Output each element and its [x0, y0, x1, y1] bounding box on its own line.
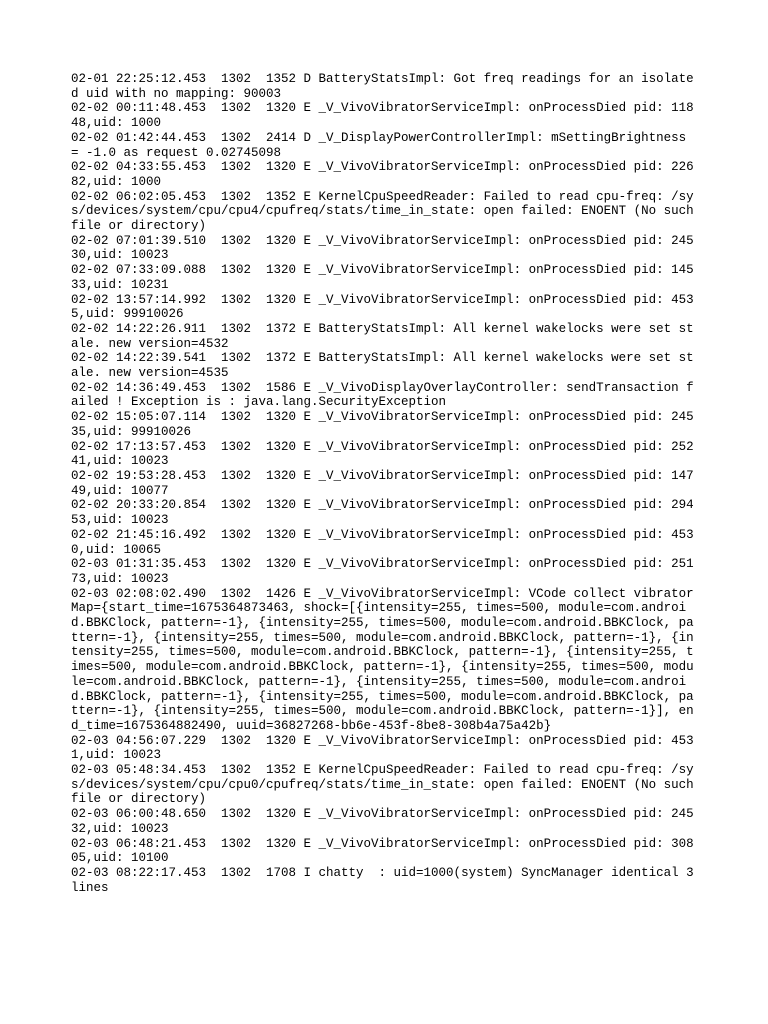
log-line: 02-03 06:00:48.650 1302 1320 E _V_VivoVibratorServiceImpl: onProcessDied pid: 24532,uid: 10023	[71, 807, 694, 836]
log-line: 02-02 15:05:07.114 1302 1320 E _V_VivoVibratorServiceImpl: onProcessDied pid: 24535,uid: 99910026	[71, 410, 694, 439]
log-line: 02-03 06:48:21.453 1302 1320 E _V_VivoVibratorServiceImpl: onProcessDied pid: 30805,uid: 10100	[71, 836, 694, 866]
log-line: 02-03 05:48:34.453 1302 1352 E KernelCpuSpeedReader: Failed to read cpu-freq: /sys/devices/system/cpu/cpu0/cpufreq/stats/time_in_state: open failed: ENOENT (No such file or directory)	[71, 763, 702, 807]
log-line: 02-02 14:22:39.541 1302 1372 E BatteryStatsImpl: All kernel wakelocks were set stale. new version=4535	[71, 351, 694, 381]
log-line: 02-03 08:22:17.453 1302 1708 I chatty : uid=1000(system) SyncManager identical 3 lines	[71, 865, 702, 895]
log-line: 02-02 04:33:55.453 1302 1320 E _V_VivoVibratorServiceImpl: onProcessDied pid: 22682,uid: 1000	[71, 160, 694, 189]
log-document	[71, 72, 702, 895]
log-line: 02-02 17:13:57.453 1302 1320 E _V_VivoVibratorServiceImpl: onProcessDied pid: 25241,uid: 10023	[71, 439, 694, 469]
log-line: 02-01 22:25:12.453 1302 1352 D BatteryStatsImpl: Got freq readings for an isolated uid with no mapping: 90003	[71, 72, 694, 101]
log-line: 02-02 06:02:05.453 1302 1352 E KernelCpuSpeedReader: Failed to read cpu-freq: /sys/devices/system/cpu/cpu4/cpufreq/stats/time_in_state: open failed: ENOENT (No such file or directory)	[71, 189, 702, 234]
log-line: 02-02 14:22:26.911 1302 1372 E BatteryStatsImpl: All kernel wakelocks were set stale. new version=4532	[71, 321, 694, 351]
log-line: 02-02 01:42:44.453 1302 2414 D _V_DisplayPowerControllerImpl: mSettingBrightness = -1.0 as request 0.02745098	[71, 130, 694, 160]
log-line: 02-03 02:08:02.490 1302 1426 E _V_VivoVibratorServiceImpl: VCode collect vibrator Map={start_time=1675364873463, shock=[{intensity=255, times=500, module=com.android.BBKClock, pattern=-1}, {intensity=255, times=500, module=com.android.BBKClock, pattern=-1}, {intensity=255, times=500, module=com.android.BBKClock, pattern=-1}, {intensity=255, times=500, module=com.android.BBKClock, pattern=-1}, {intensity=255, times=500, module=com.android.BBKClock, pattern=-1}, {intensity=255, times=500, module=com.android.BBKClock, pattern=-1}, {intensity=255, times=500, module=com.android.BBKClock, pattern=-1}, {intensity=255, times=500, module=com.android.BBKClock, pattern=-1}, {intensity=255, times=500, module=com.android.BBKClock, pattern=-1}], end_time=1675364882490, uuid=36827268-bb6e-453f-8be8-308b4a75a42b}	[71, 586, 702, 733]
log-line: 02-03 01:31:35.453 1302 1320 E _V_VivoVibratorServiceImpl: onProcessDied pid: 25173,uid: 10023	[71, 557, 694, 586]
log-line: 02-02 20:33:20.854 1302 1320 E _V_VivoVibratorServiceImpl: onProcessDied pid: 29453,uid: 10023	[71, 498, 694, 528]
log-line: 02-02 13:57:14.992 1302 1320 E _V_VivoVibratorServiceImpl: onProcessDied pid: 4535,uid: 99910026	[71, 292, 694, 322]
log-line: 02-02 14:36:49.453 1302 1586 E _V_VivoDisplayOverlayController: sendTransaction failed ! Exception is : java.lang.SecurityException	[71, 380, 694, 410]
log-line: 02-02 00:11:48.453 1302 1320 E _V_VivoVibratorServiceImpl: onProcessDied pid: 11848,uid: 1000	[71, 101, 694, 131]
log-line: 02-02 07:33:09.088 1302 1320 E _V_VivoVibratorServiceImpl: onProcessDied pid: 14533,uid: 10231	[71, 263, 694, 292]
log-line: 02-02 19:53:28.453 1302 1320 E _V_VivoVibratorServiceImpl: onProcessDied pid: 14749,uid: 10077	[71, 468, 694, 498]
log-line: 02-03 04:56:07.229 1302 1320 E _V_VivoVibratorServiceImpl: onProcessDied pid: 4531,uid: 10023	[71, 733, 694, 763]
log-line: 02-02 21:45:16.492 1302 1320 E _V_VivoVibratorServiceImpl: onProcessDied pid: 4530,uid: 10065	[71, 527, 694, 557]
log-line: 02-02 07:01:39.510 1302 1320 E _V_VivoVibratorServiceImpl: onProcessDied pid: 24530,uid: 10023	[71, 233, 694, 263]
